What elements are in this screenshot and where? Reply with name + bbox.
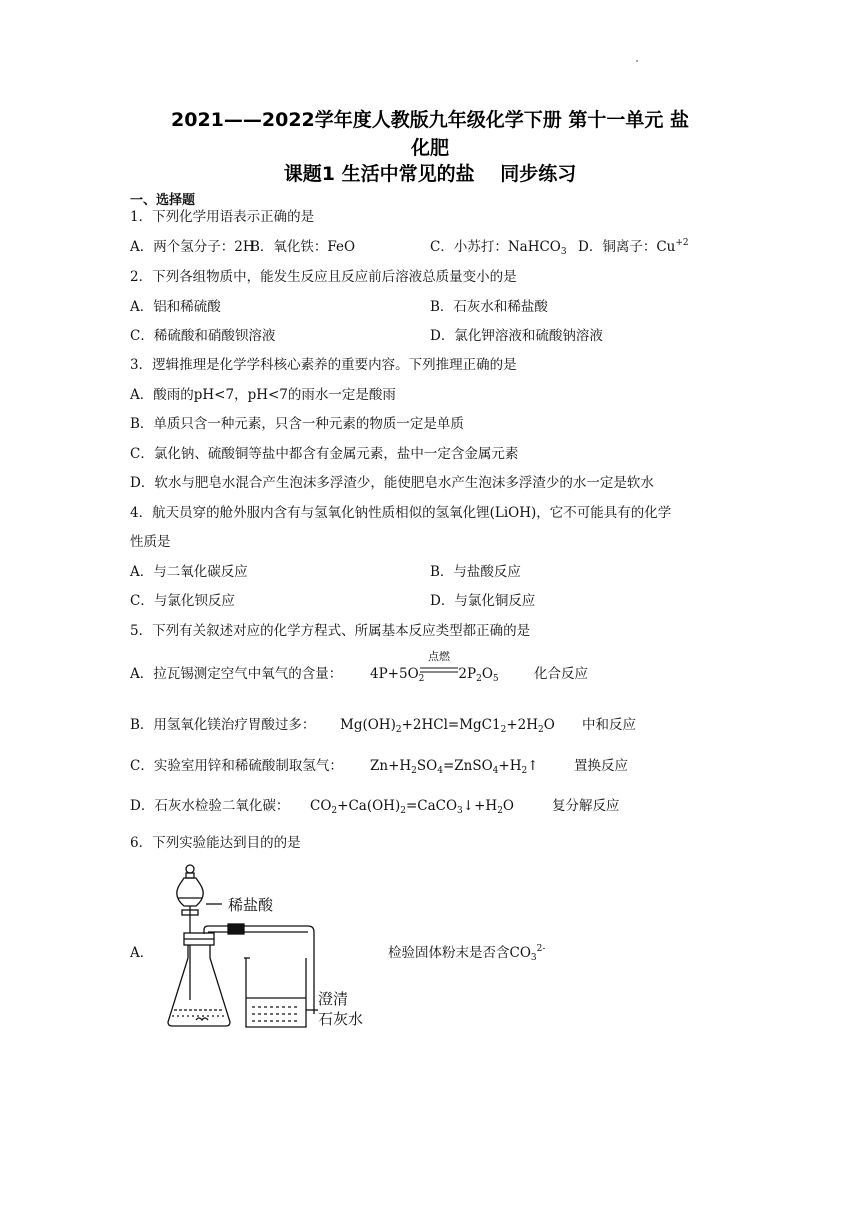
- title-line-2: 化肥: [410, 137, 449, 159]
- q5-option-b-type: 中和反应: [582, 717, 636, 733]
- q5-option-c-type: 置换反应: [574, 758, 628, 774]
- experiment-apparatus-diagram: [160, 862, 390, 1034]
- q3-option-d: D．软水与肥皂水混合产生泡沫多浮渣少，能使肥皂水产生泡沫多浮渣少的水一定是软水: [130, 475, 654, 491]
- q2-stem: 2．下列各组物质中，能发生反应且反应前后溶液总质量变小的是: [130, 269, 517, 285]
- conical-flask: [168, 945, 230, 1026]
- q1-option-d: D．铜离子：$Cu^{+2}$: [578, 238, 689, 255]
- q5-option-a-equation: $4P+5O_2$ $2P_2O_5$: [370, 666, 499, 684]
- q5-option-a-text: A．拉瓦锡测定空气中氧气的含量：: [130, 666, 343, 682]
- funnel-label: 稀盐酸: [228, 896, 274, 914]
- q5-option-d-text: D．石灰水检验二氧化碳：: [130, 798, 290, 814]
- q5-option-a-type: 化合反应: [534, 666, 588, 682]
- delivery-tube: [204, 926, 314, 1014]
- q2-option-d: D．氯化钾溶液和硫酸钠溶液: [430, 328, 603, 344]
- beaker-label-line-2: 石灰水: [318, 1010, 364, 1028]
- q3-stem: 3．逻辑推理是化学学科核心素养的重要内容。下列推理正确的是: [130, 357, 517, 373]
- q5-option-b-text: B．用氢氧化镁治疗胃酸过多：: [130, 717, 316, 733]
- beaker-label-line-1: 澄清: [318, 990, 349, 1008]
- page-dot: [636, 60, 638, 62]
- q1-option-b: B．氧化铁：FeO: [250, 239, 356, 255]
- q4-option-c: C．与氯化钡反应: [130, 593, 235, 609]
- q5-option-c-equation: $Zn+H_2SO_4=ZnSO_4+H_2↑$: [370, 758, 539, 776]
- q4-option-b: B．与盐酸反应: [430, 564, 521, 580]
- q1-option-c: C．小苏打：NaHCO$_3$: [430, 239, 567, 257]
- q4-option-d: D．与氯化铜反应: [430, 593, 536, 609]
- q5-stem: 5．下列有关叙述对应的化学方程式、所属基本反应类型都正确的是: [130, 623, 531, 639]
- q1-option-a: A．两个氢分子：2H: [130, 239, 255, 255]
- funnel-bulb: [177, 878, 203, 906]
- q3-option-c: C．氯化钠、硫酸铜等盐中都含有金属元素，盐中一定含金属元素: [130, 446, 519, 462]
- section-heading: 一、选择题: [130, 193, 196, 208]
- q5-option-a-condition: 点燃: [428, 650, 450, 663]
- q5-option-b-equation: $Mg(OH)_2+2HCl=MgC1_2+2H_2O$: [340, 717, 555, 735]
- title-line-3: 课题1 生活中常见的盐 同步练习: [283, 163, 577, 185]
- q4-option-a: A．与二氧化碳反应: [130, 564, 248, 580]
- title-line-1: 2021——2022学年度人教版九年级化学下册 第十一单元 盐: [171, 109, 689, 131]
- q6-option-a-label: A．: [130, 945, 154, 961]
- q6-option-a-desc: 检验固体粉末是否含$CO_3^{2-}$: [388, 944, 546, 963]
- q2-option-b: B．石灰水和稀盐酸: [430, 299, 548, 315]
- q2-option-a: A．铝和稀硫酸: [130, 299, 221, 315]
- q1-stem: 1．下列化学用语表示正确的是: [130, 209, 315, 225]
- q6-stem: 6．下列实验能达到目的的是: [130, 835, 301, 851]
- q3-option-b: B．单质只含一种元素，只含一种元素的物质一定是单质: [130, 416, 464, 432]
- beaker: [246, 958, 306, 1027]
- q5-option-d-equation: $CO_2+Ca(OH)_2=CaCO_3↓+H_2O$: [310, 798, 514, 816]
- q4-stem-line-1: 4．航天员穿的舱外服内含有与氢氧化钠性质相似的氢氧化锂(LiOH)，它不可能具有的化学: [130, 505, 672, 521]
- q5-equal-sign: [420, 666, 458, 674]
- q4-stem-line-2: 性质是: [130, 534, 171, 550]
- q2-option-c: C．稀硫酸和硝酸钡溶液: [130, 328, 276, 344]
- q1-options: [130, 238, 255, 256]
- q3-option-a: A．酸雨的pH<7，pH<7的雨水一定是酸雨: [130, 387, 396, 403]
- q5-option-d-type: 复分解反应: [552, 798, 620, 814]
- q5-option-c-text: C．实验室用锌和稀硫酸制取氢气：: [130, 758, 343, 774]
